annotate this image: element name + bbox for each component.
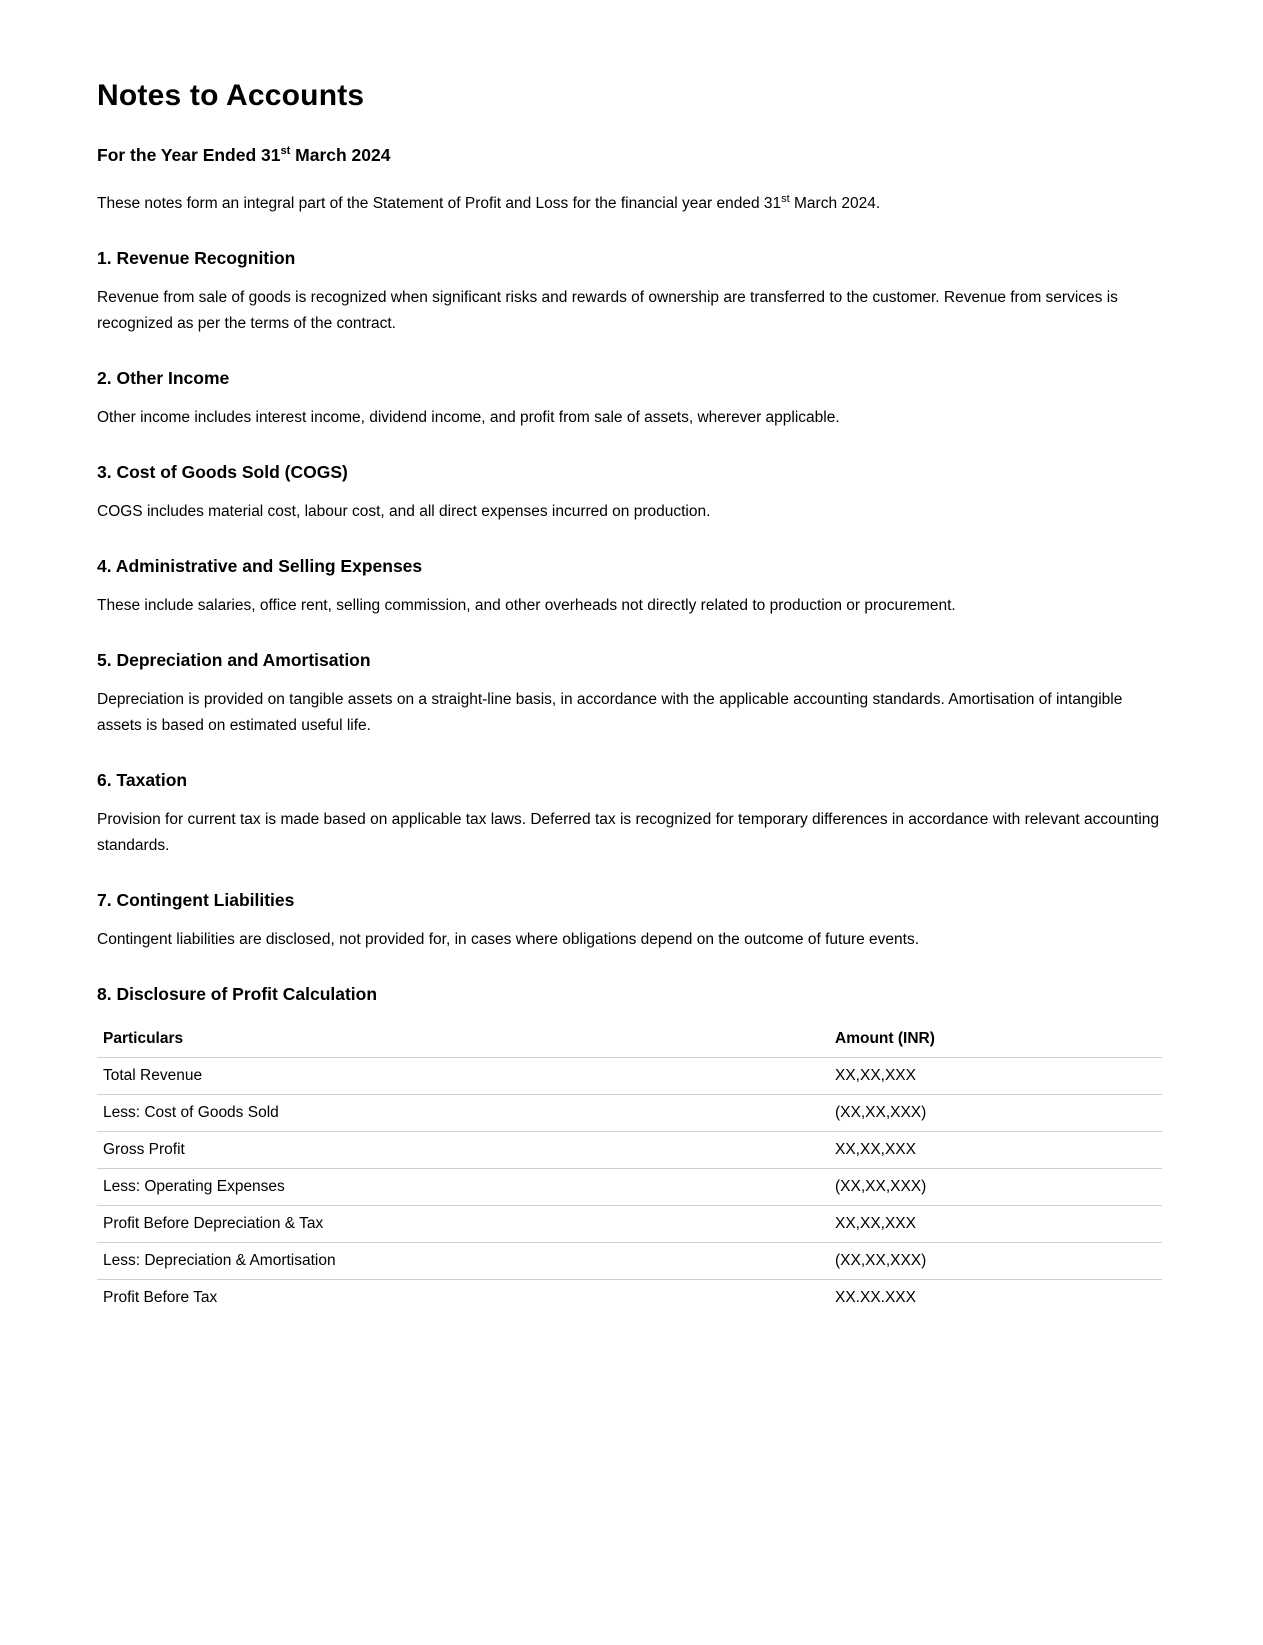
table-row [97, 1280, 1162, 1317]
section-heading-7: 7. Contingent Liabilities [97, 890, 295, 910]
column-header-particulars: Particulars [97, 1021, 835, 1058]
intro-text-pre: These notes form an integral part of the Statement of Profit and Loss for the financial year ended 31 [97, 195, 782, 212]
table-row [97, 1058, 1162, 1095]
subtitle-text-post: March 2024 [290, 145, 391, 165]
row-label-profit-before-tax: Profit Before Tax [103, 1289, 218, 1306]
row-label-less-operating-expenses: Less: Operating Expenses [97, 1169, 835, 1206]
section-profit-calculation-disclosure [97, 983, 1162, 1316]
section-body-3: COGS includes material cost, labour cost, and all direct expenses incurred on production. [97, 503, 711, 520]
row-amount-gross-profit: XX,XX,XXX [835, 1132, 1162, 1169]
section-heading-8: 8. Disclosure of Profit Calculation [97, 984, 378, 1004]
document-subtitle [97, 144, 1162, 166]
table-row [97, 1095, 1162, 1132]
section-body-4: These include salaries, office rent, selling commission, and other overheads not directly related to production or procurement. [97, 597, 956, 614]
row-label-less-cogs: Less: Cost of Goods Sold [97, 1095, 835, 1132]
row-amount-profit-before-tax: XX.XX.XXX [835, 1289, 916, 1306]
section-heading-2: 2. Other Income [97, 368, 230, 388]
section-taxation [97, 769, 1162, 859]
section-body-7: Contingent liabilities are disclosed, not provided for, in cases where obligations depend on the outcome of future events. [97, 931, 920, 948]
subtitle-ordinal-superscript: st [280, 145, 291, 158]
section-heading-6: 6. Taxation [97, 770, 188, 790]
profit-calculation-table [97, 1021, 1162, 1316]
intro-text-post: March 2024. [789, 195, 881, 212]
page-title: Notes to Accounts [97, 79, 365, 112]
intro-ordinal-superscript: st [781, 192, 790, 205]
intro-paragraph [97, 191, 1162, 217]
row-label-gross-profit: Gross Profit [97, 1132, 835, 1169]
section-revenue-recognition [97, 247, 1162, 337]
table-row [97, 1169, 1162, 1206]
section-heading-4: 4. Administrative and Selling Expenses [97, 556, 423, 576]
column-header-amount: Amount (INR) [835, 1021, 1162, 1058]
section-body-5: Depreciation is provided on tangible assets on a straight-line basis, in accordance with the applicable accounting standards. Amortisation of intangible assets is based on estimated useful life. [97, 691, 1123, 734]
row-amount-profit-before-depreciation-tax: XX,XX,XXX [835, 1206, 1162, 1243]
section-heading-3: 3. Cost of Goods Sold (COGS) [97, 462, 348, 482]
section-body-2: Other income includes interest income, dividend income, and profit from sale of assets, wherever applicable. [97, 409, 840, 426]
section-cogs [97, 461, 1162, 525]
subtitle-text-pre: For the Year Ended 31 [97, 145, 281, 165]
row-label-less-depreciation-amortisation: Less: Depreciation & Amortisation [97, 1243, 835, 1280]
row-label-total-revenue: Total Revenue [97, 1058, 835, 1095]
table-row [97, 1243, 1162, 1280]
row-amount-less-depreciation-amortisation: (XX,XX,XXX) [835, 1243, 1162, 1280]
section-heading-1: 1. Revenue Recognition [97, 248, 296, 268]
row-amount-less-cogs: (XX,XX,XXX) [835, 1095, 1162, 1132]
section-other-income [97, 367, 1162, 431]
row-amount-less-operating-expenses: (XX,XX,XXX) [835, 1169, 1162, 1206]
table-row [97, 1206, 1162, 1243]
row-label-profit-before-depreciation-tax: Profit Before Depreciation & Tax [97, 1206, 835, 1243]
section-body-6: Provision for current tax is made based on applicable tax laws. Deferred tax is recognized for temporary differences in accordance with relevant accounting standards. [97, 811, 1160, 854]
section-heading-5: 5. Depreciation and Amortisation [97, 650, 371, 670]
section-depreciation-amortisation [97, 649, 1162, 739]
table-row [97, 1132, 1162, 1169]
section-body-1: Revenue from sale of goods is recognized when significant risks and rewards of ownership are transferred to the customer. Revenue from services is recognized as per the terms of the contract. [97, 289, 1118, 332]
section-contingent-liabilities [97, 889, 1162, 953]
section-admin-selling-expenses [97, 555, 1162, 619]
document-content [97, 78, 1162, 1316]
row-amount-total-revenue: XX,XX,XXX [835, 1058, 1162, 1095]
table-header-row [97, 1021, 1162, 1058]
